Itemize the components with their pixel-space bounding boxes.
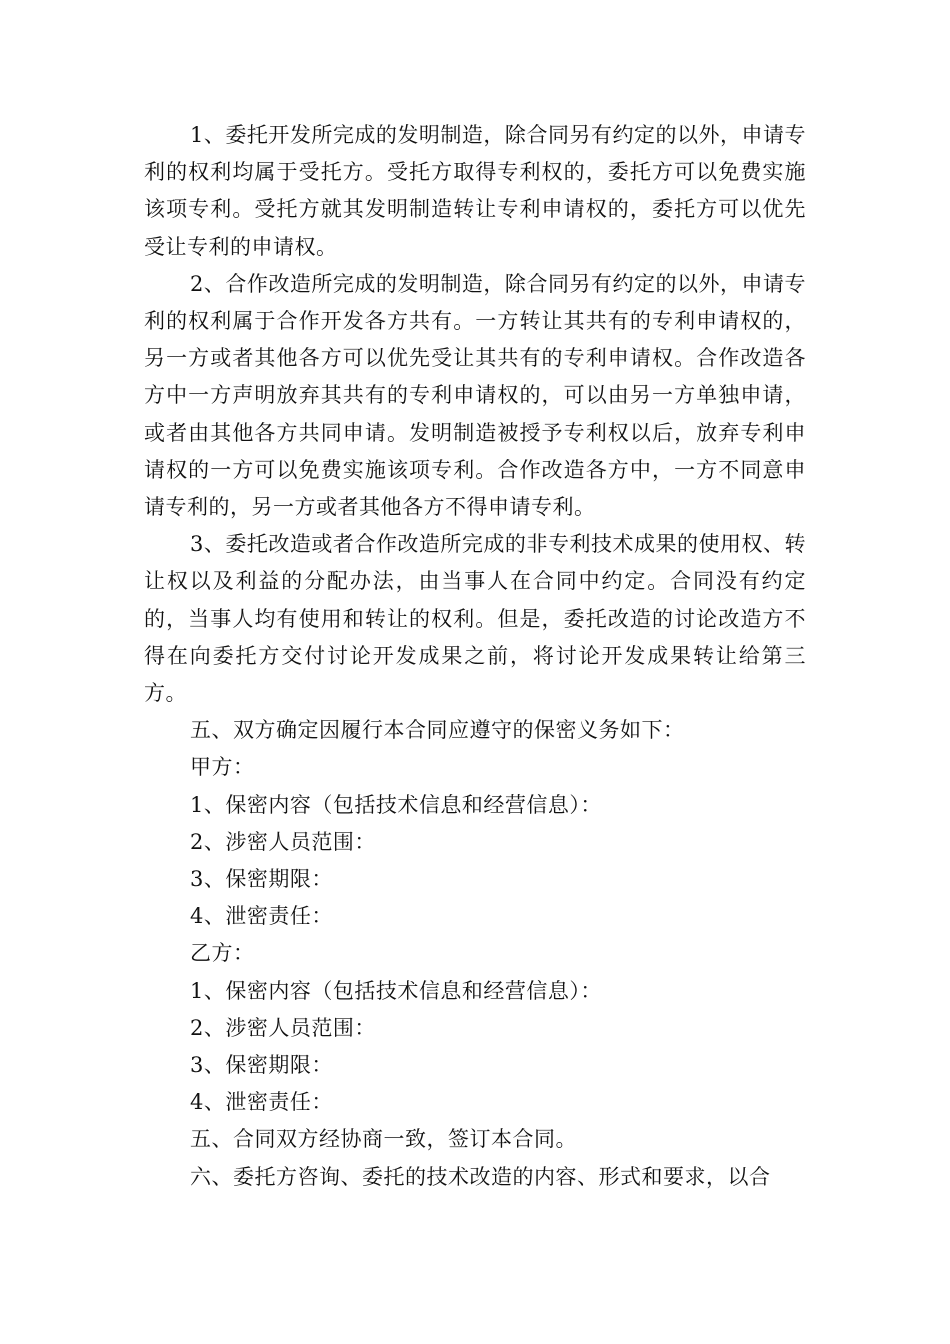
party-a-item-content: 1、保密内容（包括技术信息和经营信息）： — [190, 792, 602, 817]
confidentiality-heading: 五、双方确定因履行本合同应遵守的保密义务如下： — [190, 718, 685, 743]
paragraph-patent-cooperative: 2、合作改造所完成的发明制造，除合同另有约定的以外，申请专利的权利属于合作开发各方共有。一方转让其共有的专利申请权的，另一方或者其他各方可以优先受让其共有的专利申请权。合作改造各方中一方声明放弃其共有的专利申请权的，可以由另一方单独申请，或者由其他各方共同申请。发明制造被授予专利权以后，放弃专利申请权的一方可以免费实施该项专利。合作改造各方中，一方不同意申请专利的，另一方或者其他各方不得申请专利。 — [144, 271, 806, 520]
consultation-clause-start: 六、委托方咨询、委托的技术改造的内容、形式和要求，以合 — [190, 1164, 771, 1189]
party-b-label: 乙方： — [190, 941, 255, 966]
party-a-item-period: 3、保密期限： — [190, 867, 333, 892]
document-body — [144, 117, 806, 1196]
agreement-line: 五、合同双方经协商一致，签订本合同。 — [190, 1127, 577, 1152]
party-b-item-period: 3、保密期限： — [190, 1053, 333, 1078]
party-a-label: 甲方： — [190, 755, 255, 780]
party-b-item-personnel: 2、涉密人员范围： — [190, 1015, 376, 1040]
paragraph-patent-commissioned: 1、委托开发所完成的发明制造，除合同另有约定的以外，申请专利的权利均属于受托方。受托方取得专利权的，委托方可以免费实施该项专利。受托方就其发明制造转让专利申请权的，委托方可以优先受让专利的申请权。 — [144, 123, 806, 259]
paragraph-non-patent-results: 3、委托改造或者合作改造所完成的非专利技术成果的使用权、转让权以及利益的分配办法，由当事人在合同中约定。合同没有约定的，当事人均有使用和转让的权利。但是，委托改造的讨论改造方不得在向委托方交付讨论开发成果之前，将讨论开发成果转让给第三方。 — [144, 532, 806, 706]
party-b-item-content: 1、保密内容（包括技术信息和经营信息）： — [190, 978, 602, 1003]
party-a-item-liability: 4、泄密责任： — [190, 904, 333, 929]
party-b-item-liability: 4、泄密责任： — [190, 1090, 333, 1115]
party-a-item-personnel: 2、涉密人员范围： — [190, 829, 376, 854]
